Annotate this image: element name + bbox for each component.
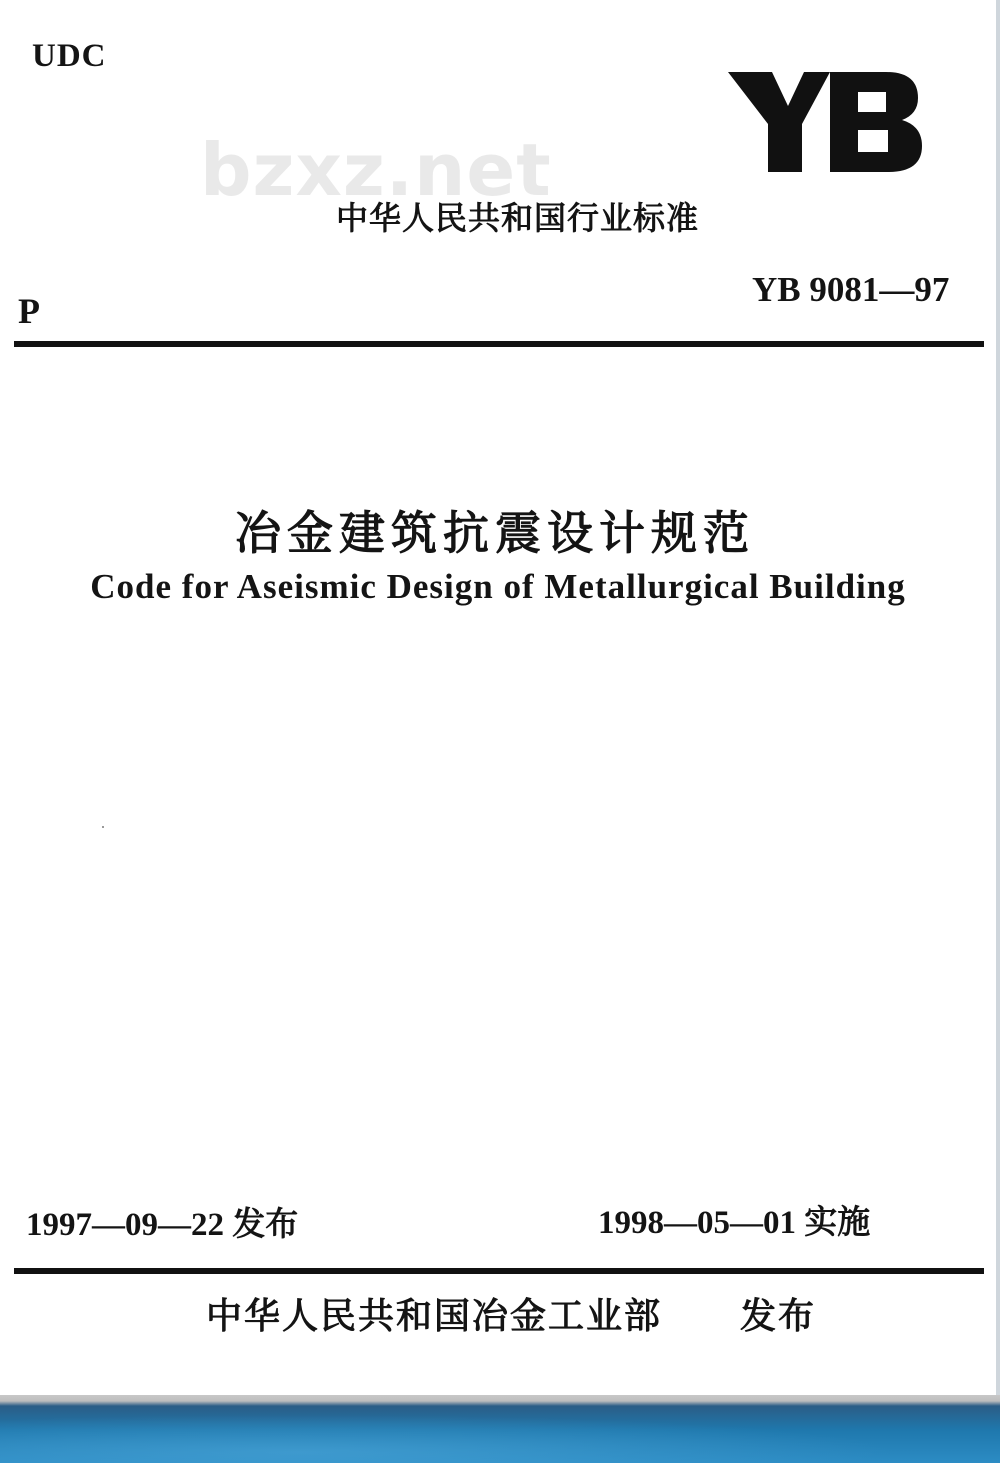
- standard-number: YB 9081—97: [752, 270, 950, 309]
- watermark: bzxz.net: [200, 128, 552, 212]
- effective-date: 1998—05—01 实施: [598, 1205, 871, 1241]
- title-chinese: 冶金建筑抗震设计规范: [235, 506, 755, 560]
- publisher: 中华人民共和国冶金工业部: [206, 1296, 663, 1337]
- classification-code: P: [18, 291, 40, 331]
- title-english: Code for Aseismic Design of Metallurgical Building: [90, 567, 906, 606]
- yb-logo: [726, 72, 922, 172]
- desktop-glow: [0, 1408, 1000, 1463]
- scan-speck: [102, 826, 104, 828]
- publisher-action: 发布: [740, 1296, 817, 1337]
- top-rule: [14, 341, 984, 347]
- page-edge: [996, 0, 1000, 1395]
- issue-date: 1997—09—22 发布: [26, 1207, 299, 1243]
- udc-label: UDC: [32, 38, 107, 74]
- standard-type: 中华人民共和国行业标准: [336, 199, 700, 237]
- bottom-rule: [14, 1268, 984, 1274]
